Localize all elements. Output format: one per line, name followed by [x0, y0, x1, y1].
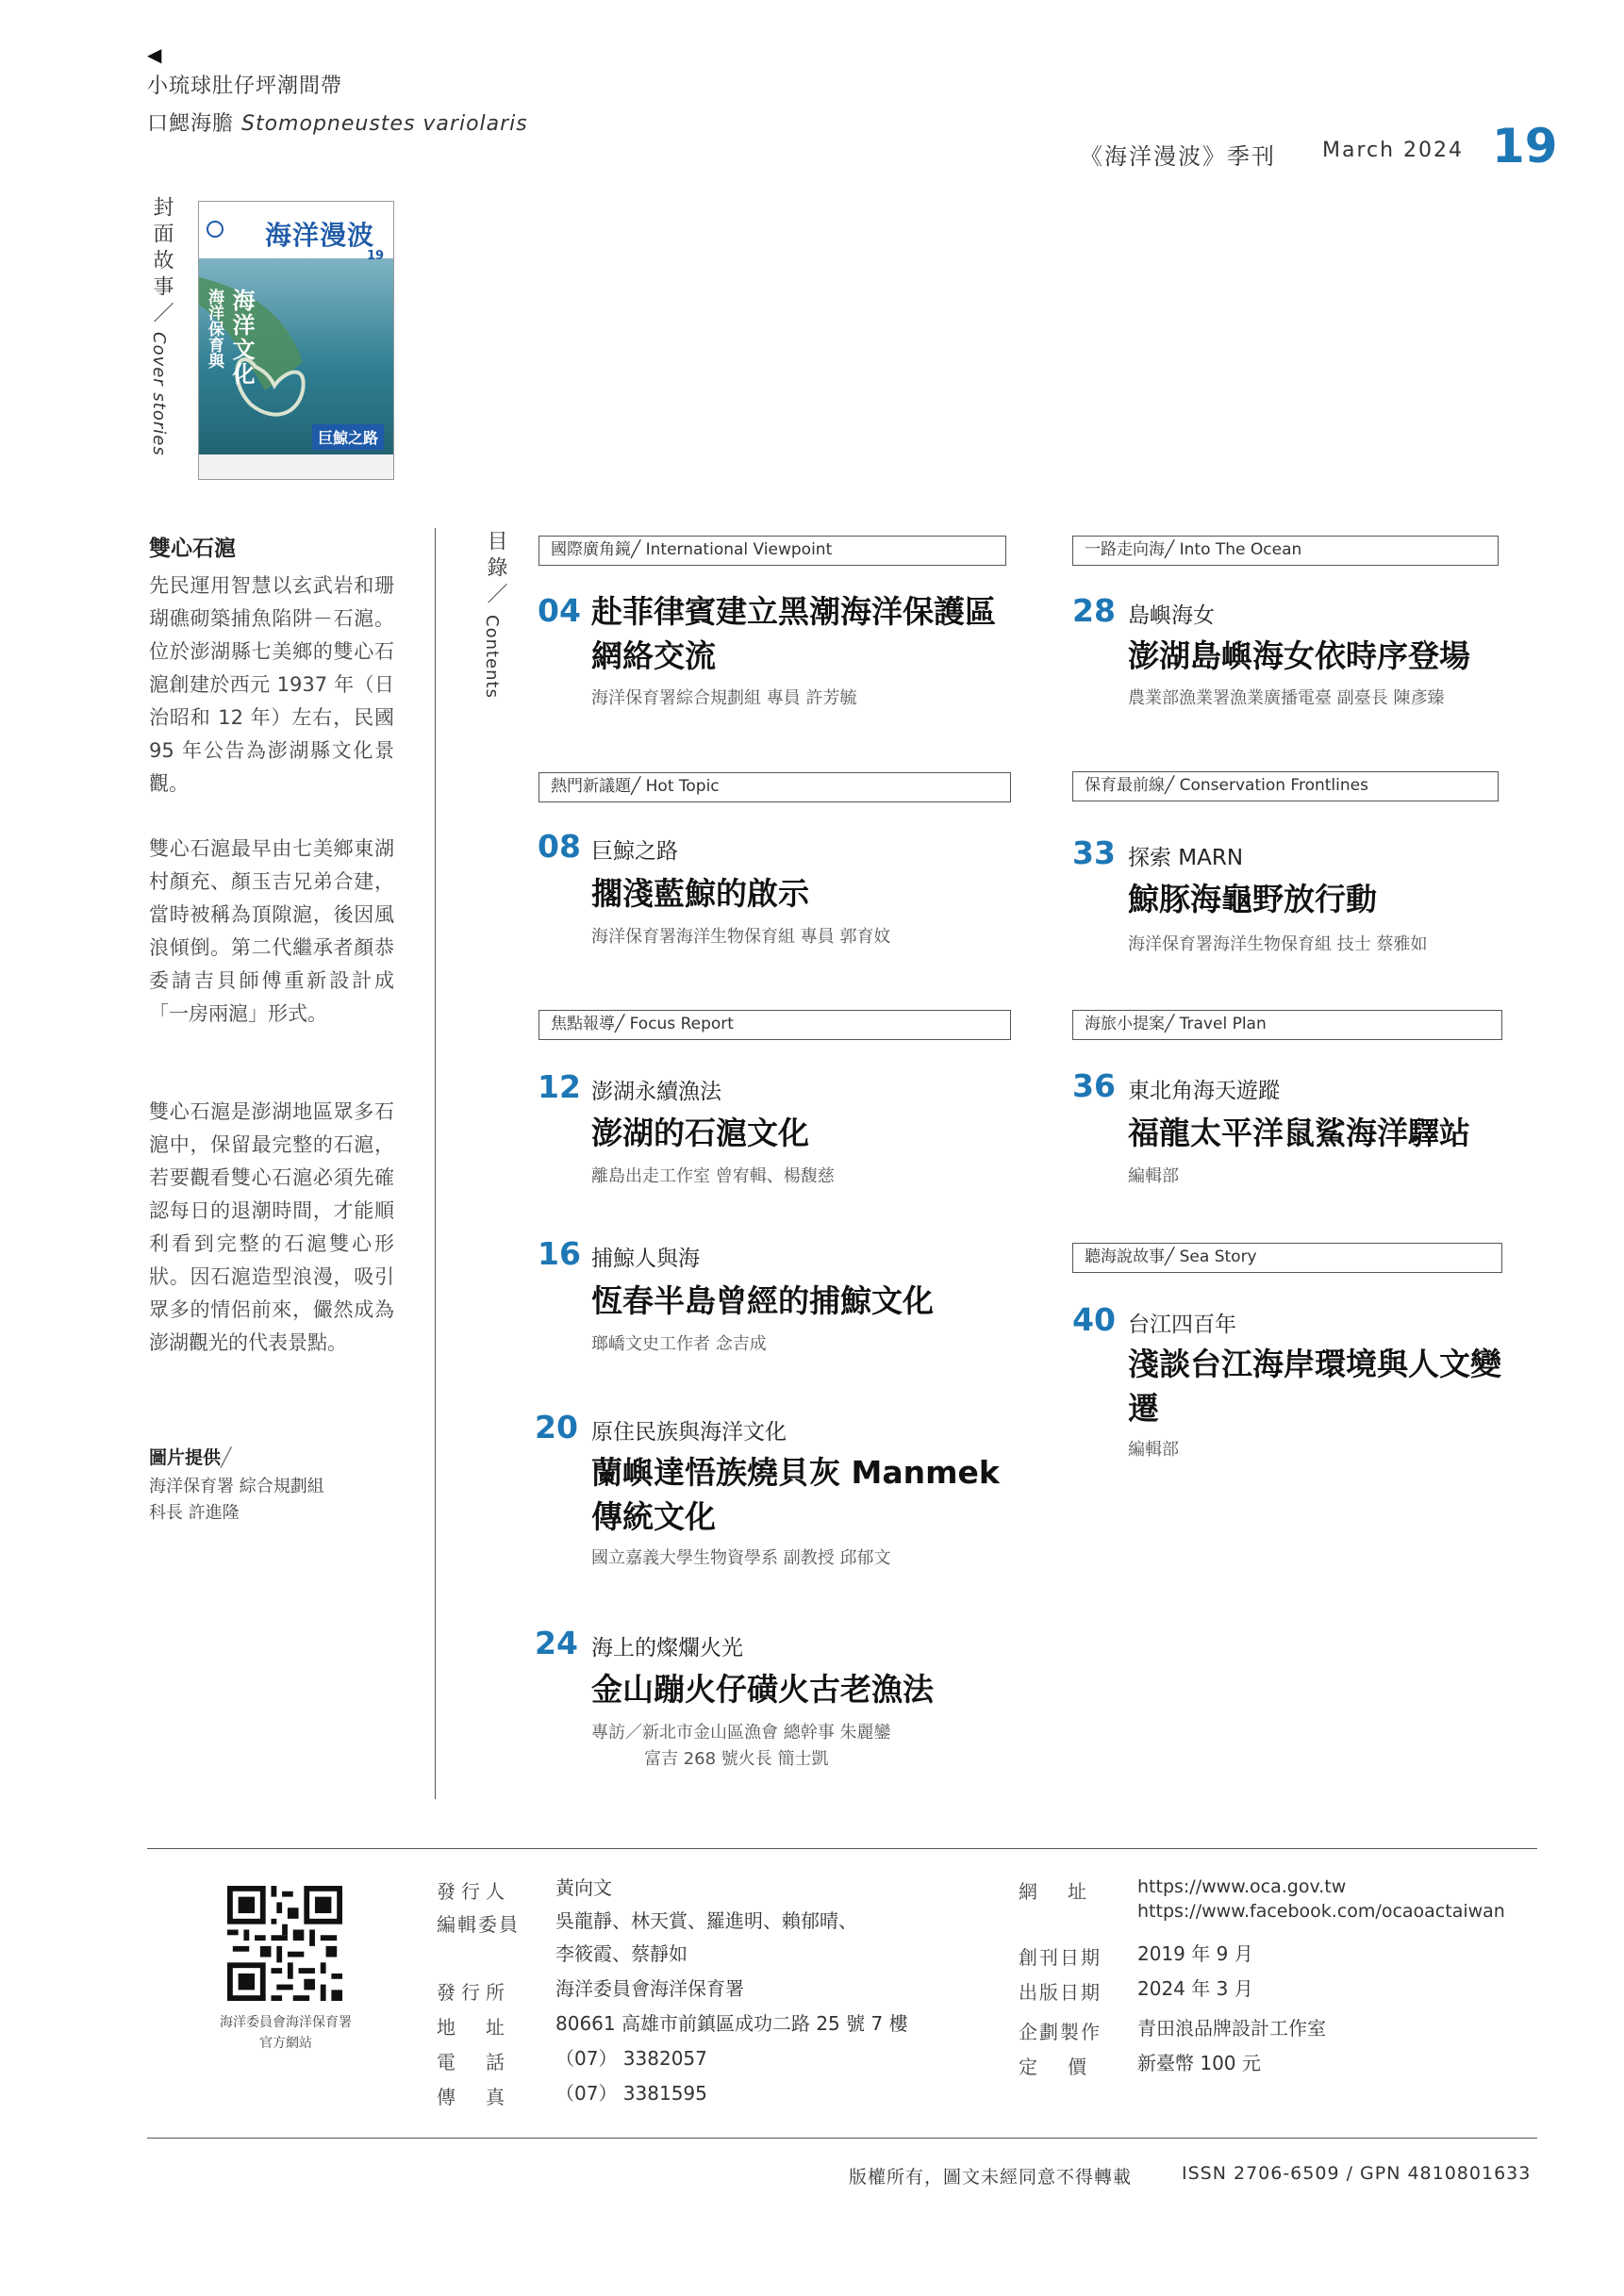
- entry-author-24-line1: 專訪／新北市金山區漁會 總幹事 朱麗鑾: [591, 1723, 891, 1743]
- entry-author-20: 國立嘉義大學生物資學系 副教授 邱郁文: [591, 1548, 891, 1568]
- entry-category-12: 澎湖永續漁法: [591, 1080, 721, 1104]
- contents-label-cn: 目錄／: [484, 530, 507, 609]
- magazine-title: 《海洋漫波》季刊: [1080, 143, 1276, 170]
- cover-stories-label-cn: 封面故事／: [150, 196, 174, 328]
- entry-page-20: 20: [535, 1409, 578, 1445]
- entry-page-08: 08: [538, 828, 581, 865]
- feature-paragraph-3: 雙心石滬是澎湖地區眾多石滬中，保留最完整的石滬，若要觀看雙心石滬必須先確認每日的退潮時間，才能順利看到完整的石滬雙心形狀。因石滬造型浪漫，吸引眾多的情侶前來，儼然成為澎湖觀光的代表景點。: [149, 1100, 394, 1354]
- entry-category-16: 捕鯨人與海: [591, 1247, 700, 1271]
- cover-theme-b: 海洋保育與: [205, 289, 224, 369]
- entry-title-20[interactable]: 蘭嶼達悟族燒貝灰 Manmek 傳統文化: [591, 1454, 1000, 1535]
- facebook-url[interactable]: https://www.facebook.com/ocaoactaiwan: [1137, 1901, 1505, 1922]
- editors-label: 編輯委員: [437, 1913, 520, 1936]
- qr-code-icon[interactable]: [227, 1886, 342, 2001]
- cover-theme-a: 海洋文化: [228, 289, 255, 387]
- entry-author-12: 離島出走工作室 曾宥輯、楊馥慈: [591, 1166, 835, 1186]
- issuer-label: 發行所: [437, 1981, 510, 2004]
- section-travel-plan: 海旅小提案╱ Travel Plan: [1072, 1010, 1502, 1040]
- entry-author-36: 編輯部: [1128, 1166, 1179, 1186]
- entry-title-36[interactable]: 福龍太平洋鼠鯊海洋驛站: [1128, 1115, 1470, 1151]
- entry-category-28: 島嶼海女: [1128, 603, 1215, 628]
- section-hot-topic: 熱門新議題╱ Hot Topic: [539, 772, 1011, 802]
- cover-image: [198, 201, 394, 480]
- editors-value-line2: 李筱霞、蔡靜如: [555, 1942, 688, 1965]
- entry-title-04[interactable]: 赴菲律賓建立黑潮海洋保護區網絡交流: [591, 593, 996, 674]
- entry-title-16[interactable]: 恆春半島曾經的捕鯨文化: [591, 1282, 934, 1319]
- entry-page-33: 33: [1072, 834, 1116, 871]
- back-arrow-icon: ◀: [147, 43, 162, 66]
- section-conservation-frontlines: 保育最前線╱ Conservation Frontlines: [1072, 771, 1499, 801]
- price-label: 定 價: [1019, 2056, 1092, 2078]
- publisher-label: 發行人: [437, 1880, 510, 1903]
- entry-author-24-line2: 富吉 268 號火長 簡士凱: [644, 1749, 829, 1769]
- entry-page-24: 24: [535, 1625, 578, 1661]
- fax-label: 傳 真: [437, 2086, 510, 2108]
- entry-page-36: 36: [1072, 1067, 1116, 1104]
- entry-page-16: 16: [538, 1235, 581, 1272]
- section-sea-story: 聽海說故事╱ Sea Story: [1072, 1243, 1502, 1273]
- entry-author-08: 海洋保育署海洋生物保育組 專員 郭育妏: [591, 927, 891, 947]
- cover-magazine-title: 海洋漫波: [265, 220, 375, 251]
- price-value: 新臺幣 100 元: [1137, 2052, 1261, 2074]
- founded-value: 2019 年 9 月: [1137, 1942, 1253, 1965]
- copyright-notice: 版權所有，圖文未經同意不得轉載: [849, 2167, 1133, 2188]
- credit-line-2: 科長 許進隆: [149, 1503, 240, 1523]
- credit-heading: 圖片提供╱: [149, 1447, 232, 1468]
- logo-icon: [207, 221, 224, 238]
- website-url[interactable]: https://www.oca.gov.tw: [1137, 1876, 1347, 1897]
- section-focus-report: 焦點報導╱ Focus Report: [539, 1010, 1011, 1040]
- website-label: 網 址: [1019, 1880, 1092, 1903]
- entry-category-40: 台江四百年: [1128, 1313, 1236, 1337]
- entry-category-08: 巨鯨之路: [591, 839, 678, 864]
- cover-issue-number: 19: [367, 249, 385, 263]
- entry-author-33: 海洋保育署海洋生物保育組 技士 蔡雅如: [1128, 934, 1428, 954]
- address-label: 地 址: [437, 2016, 510, 2039]
- entry-title-40[interactable]: 淺談台江海岸環境與人文變遷: [1128, 1346, 1501, 1427]
- entry-category-20: 原住民族與海洋文化: [591, 1420, 787, 1445]
- entry-category-24: 海上的燦爛火光: [591, 1636, 743, 1660]
- entry-category-36: 東北角海天遊蹤: [1128, 1079, 1280, 1103]
- feature-title: 雙心石滬: [149, 537, 236, 561]
- address-value: 80661 高雄市前鎮區成功二路 25 號 7 樓: [555, 2012, 908, 2035]
- fax-value: （07） 3381595: [555, 2082, 707, 2105]
- published-label: 出版日期: [1019, 1981, 1102, 2004]
- entry-page-40: 40: [1072, 1301, 1116, 1338]
- editors-value-line1: 吳龍靜、林天賞、羅進明、賴郁晴、: [555, 1909, 857, 1932]
- column-divider: [435, 528, 436, 1799]
- feature-paragraph-1: 先民運用智慧以玄武岩和珊瑚礁砌築捕魚陷阱－石滬。位於澎湖縣七美鄉的雙心石滬創建於西元 1937 年（日治昭和 12 年）左右，民國 95 年公告為澎湖縣文化景觀。: [149, 574, 394, 795]
- credit-line-1: 海洋保育署 綜合規劃組: [149, 1477, 324, 1496]
- issue-date: March 2024: [1322, 139, 1465, 162]
- contents-label-en: Contents: [482, 615, 502, 699]
- entry-author-04: 海洋保育署綜合規劃組 專員 許芳毓: [591, 688, 857, 708]
- qr-caption-line1: 海洋委員會海洋保育署: [220, 2015, 352, 2030]
- design-label: 企劃製作: [1019, 2021, 1102, 2043]
- entry-page-04: 04: [538, 592, 581, 629]
- cover-subtitle: 巨鯨之路: [312, 424, 384, 450]
- entry-title-08[interactable]: 擱淺藍鯨的啟示: [591, 875, 809, 912]
- entry-author-40: 編輯部: [1128, 1440, 1179, 1460]
- photo-caption-location: 小琉球肚仔坪潮間帶: [147, 74, 343, 98]
- entry-title-12[interactable]: 澎湖的石滬文化: [591, 1115, 809, 1151]
- footer-bottom-rule: [147, 2138, 1537, 2139]
- section-international: 國際廣角鏡╱ International Viewpoint: [539, 536, 1006, 566]
- cover-stories-label-en: Cover stories: [149, 332, 169, 456]
- entry-category-33: 探索 MARN: [1128, 846, 1244, 870]
- issue-number: 19: [1492, 119, 1558, 173]
- issuer-value: 海洋委員會海洋保育署: [555, 1977, 744, 2000]
- photo-caption-species: 口鰓海膽 Stomopneustes variolaris: [147, 112, 528, 136]
- published-value: 2024 年 3 月: [1137, 1977, 1253, 2000]
- founded-label: 創刊日期: [1019, 1946, 1102, 1969]
- qr-caption-line2: 官方網站: [259, 2036, 312, 2051]
- entry-title-24[interactable]: 金山蹦火仔磺火古老漁法: [591, 1671, 934, 1708]
- issn-gpn: ISSN 2706-6509 / GPN 4810801633: [1182, 2163, 1532, 2184]
- entry-page-12: 12: [538, 1068, 581, 1105]
- design-value: 青田浪品牌設計工作室: [1137, 2017, 1326, 2040]
- publisher-value: 黃向文: [555, 1876, 612, 1899]
- entry-page-28: 28: [1072, 592, 1116, 629]
- feature-paragraph-2: 雙心石滬最早由七美鄉東湖村顏充、顏玉吉兄弟合建，當時被稱為頂隙滬，後因風浪傾倒。第二代繼承者顏恭委請吉貝師傅重新設計成「一房兩滬」形式。: [149, 837, 394, 1025]
- phone-value: （07） 3382057: [555, 2047, 707, 2070]
- entry-title-28[interactable]: 澎湖島嶼海女依時序登場: [1128, 637, 1470, 674]
- entry-title-33[interactable]: 鯨豚海龜野放行動: [1128, 881, 1377, 917]
- phone-label: 電 話: [437, 2051, 510, 2073]
- entry-author-28: 農業部漁業署漁業廣播電臺 副臺長 陳彥臻: [1128, 688, 1445, 708]
- footer-top-rule: [147, 1848, 1537, 1849]
- qr-code-graphic: [227, 1886, 342, 2001]
- section-into-the-ocean: 一路走向海╱ Into The Ocean: [1072, 536, 1499, 566]
- entry-author-16: 瑯嶠文史工作者 念吉成: [591, 1334, 767, 1354]
